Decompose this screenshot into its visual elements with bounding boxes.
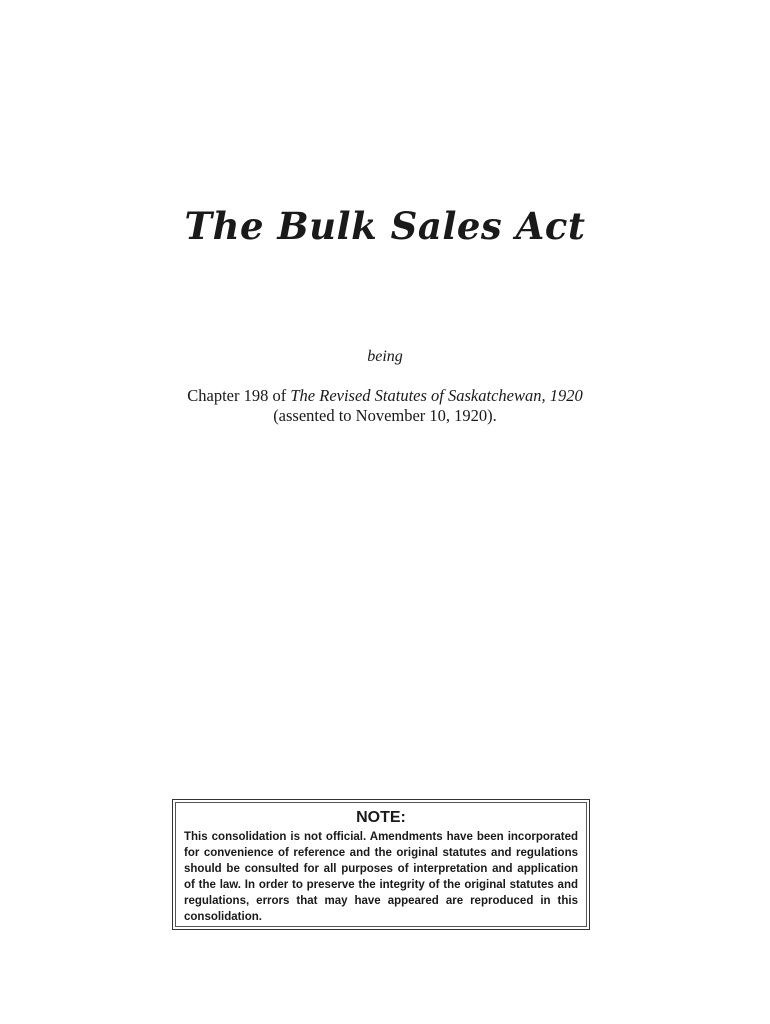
chapter-line: [0, 386, 770, 406]
note-box: [172, 799, 590, 930]
chapter-citation: [0, 386, 770, 426]
statute-name: The Revised Statutes of Saskatchewan, 1920: [290, 386, 583, 405]
chapter-prefix: Chapter 198 of: [187, 386, 291, 405]
assent-date: (assented to November 10, 1920).: [273, 406, 497, 425]
note-heading: NOTE:: [356, 809, 406, 826]
document-title: The Bulk Sales Act: [184, 204, 586, 248]
note-body: This consolidation is not official. Amendments have been incorporated for convenience of reference and the original statutes and regulations should be consulted for all purposes of interpretation and application of the law. In order to preserve the integrity of the original statutes and regulations, errors that may have appeared are reproduced in this consolidation.: [184, 831, 578, 923]
note-box-inner: [175, 802, 587, 927]
being-label: being: [367, 348, 403, 365]
